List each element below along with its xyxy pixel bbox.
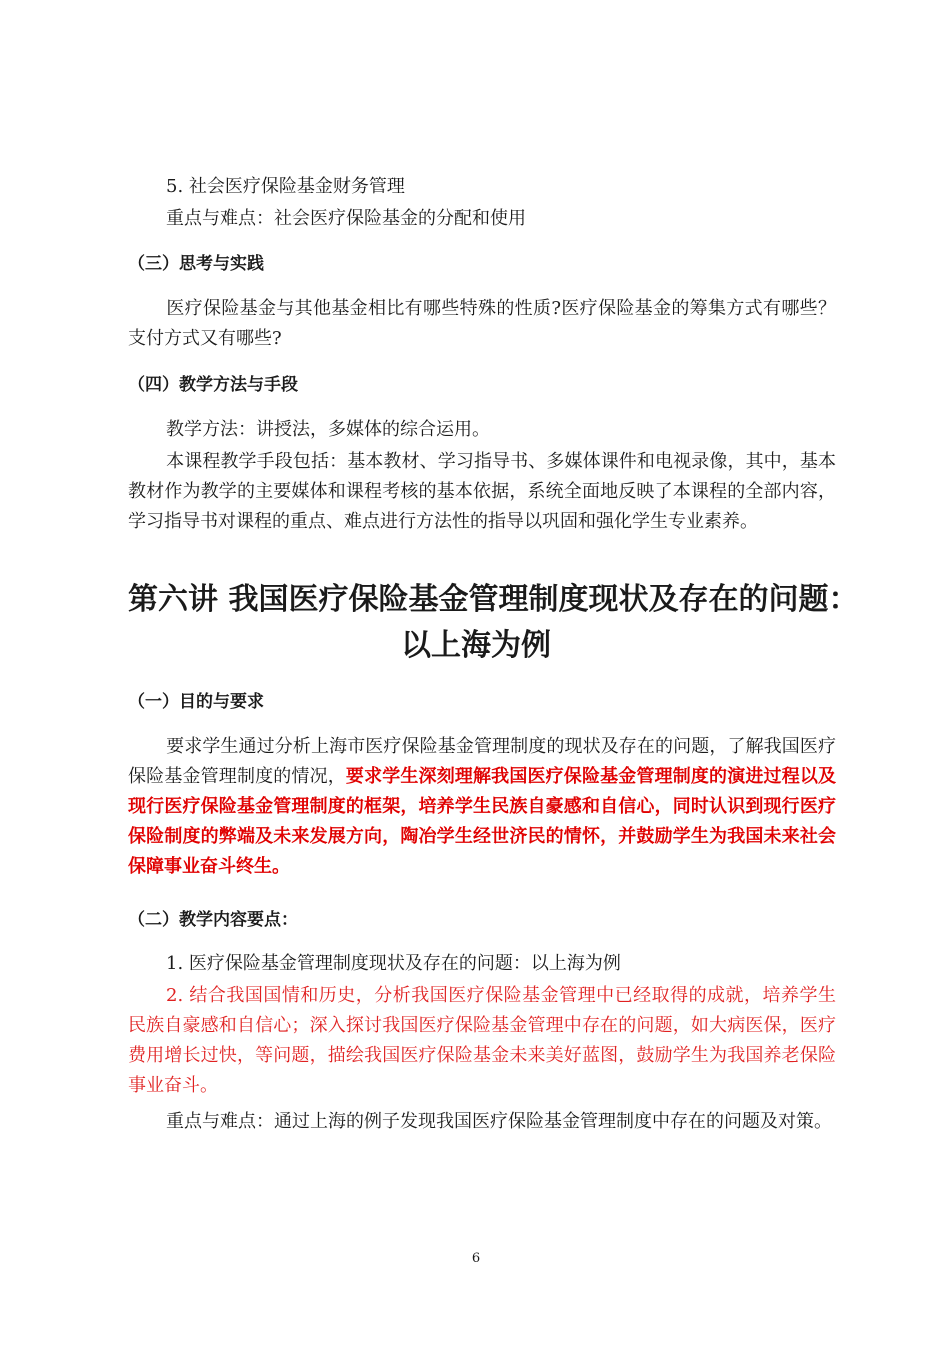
objectives-highlighted-text: 要求学生深刻理解我国医疗保险基金管理制度的演进过程以及现行医疗保险基金管理制度的框架，培养学生民族自豪感和自信心，同时认识到现行医疗保险制度的弊端及未来发展方向，陶冶学生经世济民的情怀，并鼓励学生为我国未来社会保障事业奋斗终生。 bbox=[128, 766, 837, 877]
content-item-2 bbox=[128, 981, 836, 1101]
section-heading-3: （三）思考与实践 bbox=[128, 254, 264, 274]
lecture-key-points-text: 重点与难点：通过上海的例子发现我国医疗保险基金管理制度中存在的问题及对策。 bbox=[166, 1111, 832, 1132]
teaching-means-text: 本课程教学手段包括：基本教材、学习指导书、多媒体课件和电视录像，其中，基本教材作为教学的主要媒体和课程考核的基本依据，系统全面地反映了本课程的全部内容，学习指导书对课程的重点、难点进行方法性的指导以巩固和强化学生专业素养。 bbox=[128, 451, 836, 532]
lecture-key-points bbox=[166, 1107, 836, 1137]
lecture-title-line2: 以上海为例 bbox=[401, 628, 551, 663]
content-item-1: 1. 医疗保险基金管理制度现状及存在的问题：以上海为例 bbox=[166, 953, 621, 974]
section-3-paragraph bbox=[128, 294, 836, 354]
lecture-title-line1: 第六讲 我国医疗保险基金管理制度现状及存在的问题： bbox=[128, 582, 859, 617]
objectives-paragraph bbox=[128, 732, 836, 882]
objectives-plain-text: 要求学生通过分析上海市医疗保险基金管理制度的现状及存在的问题，了解我国医疗保险基金管理制度的情况， bbox=[128, 736, 836, 787]
teaching-means-paragraph bbox=[128, 447, 836, 537]
page-number: 6 bbox=[471, 1251, 481, 1266]
content-heading: （二）教学内容要点： bbox=[128, 910, 298, 930]
section-3-paragraph-text: 医疗保险基金与其他基金相比有哪些特殊的性质?医疗保险基金的筹集方式有哪些？支付方式又有哪些? bbox=[128, 298, 836, 349]
objectives-heading: （一）目的与要求 bbox=[128, 692, 264, 712]
section-heading-4: （四）教学方法与手段 bbox=[128, 375, 298, 395]
content-item-2-text: 2. 结合我国国情和历史，分析我国医疗保险基金管理中已经取得的成就，培养学生民族自豪感和自信心；深入探讨我国医疗保险基金管理中存在的问题，如大病医保，医疗费用增长过快，等问题，描绘我国医疗保险基金未来美好蓝图，鼓励学生为我国养老保险事业奋斗。 bbox=[128, 985, 836, 1096]
list-item-5: 5. 社会医疗保险基金财务管理 bbox=[166, 176, 405, 197]
key-points-text: 重点与难点：社会医疗保险基金的分配和使用 bbox=[166, 208, 526, 229]
teaching-method-text: 教学方法：讲授法，多媒体的综合运用。 bbox=[166, 419, 490, 440]
